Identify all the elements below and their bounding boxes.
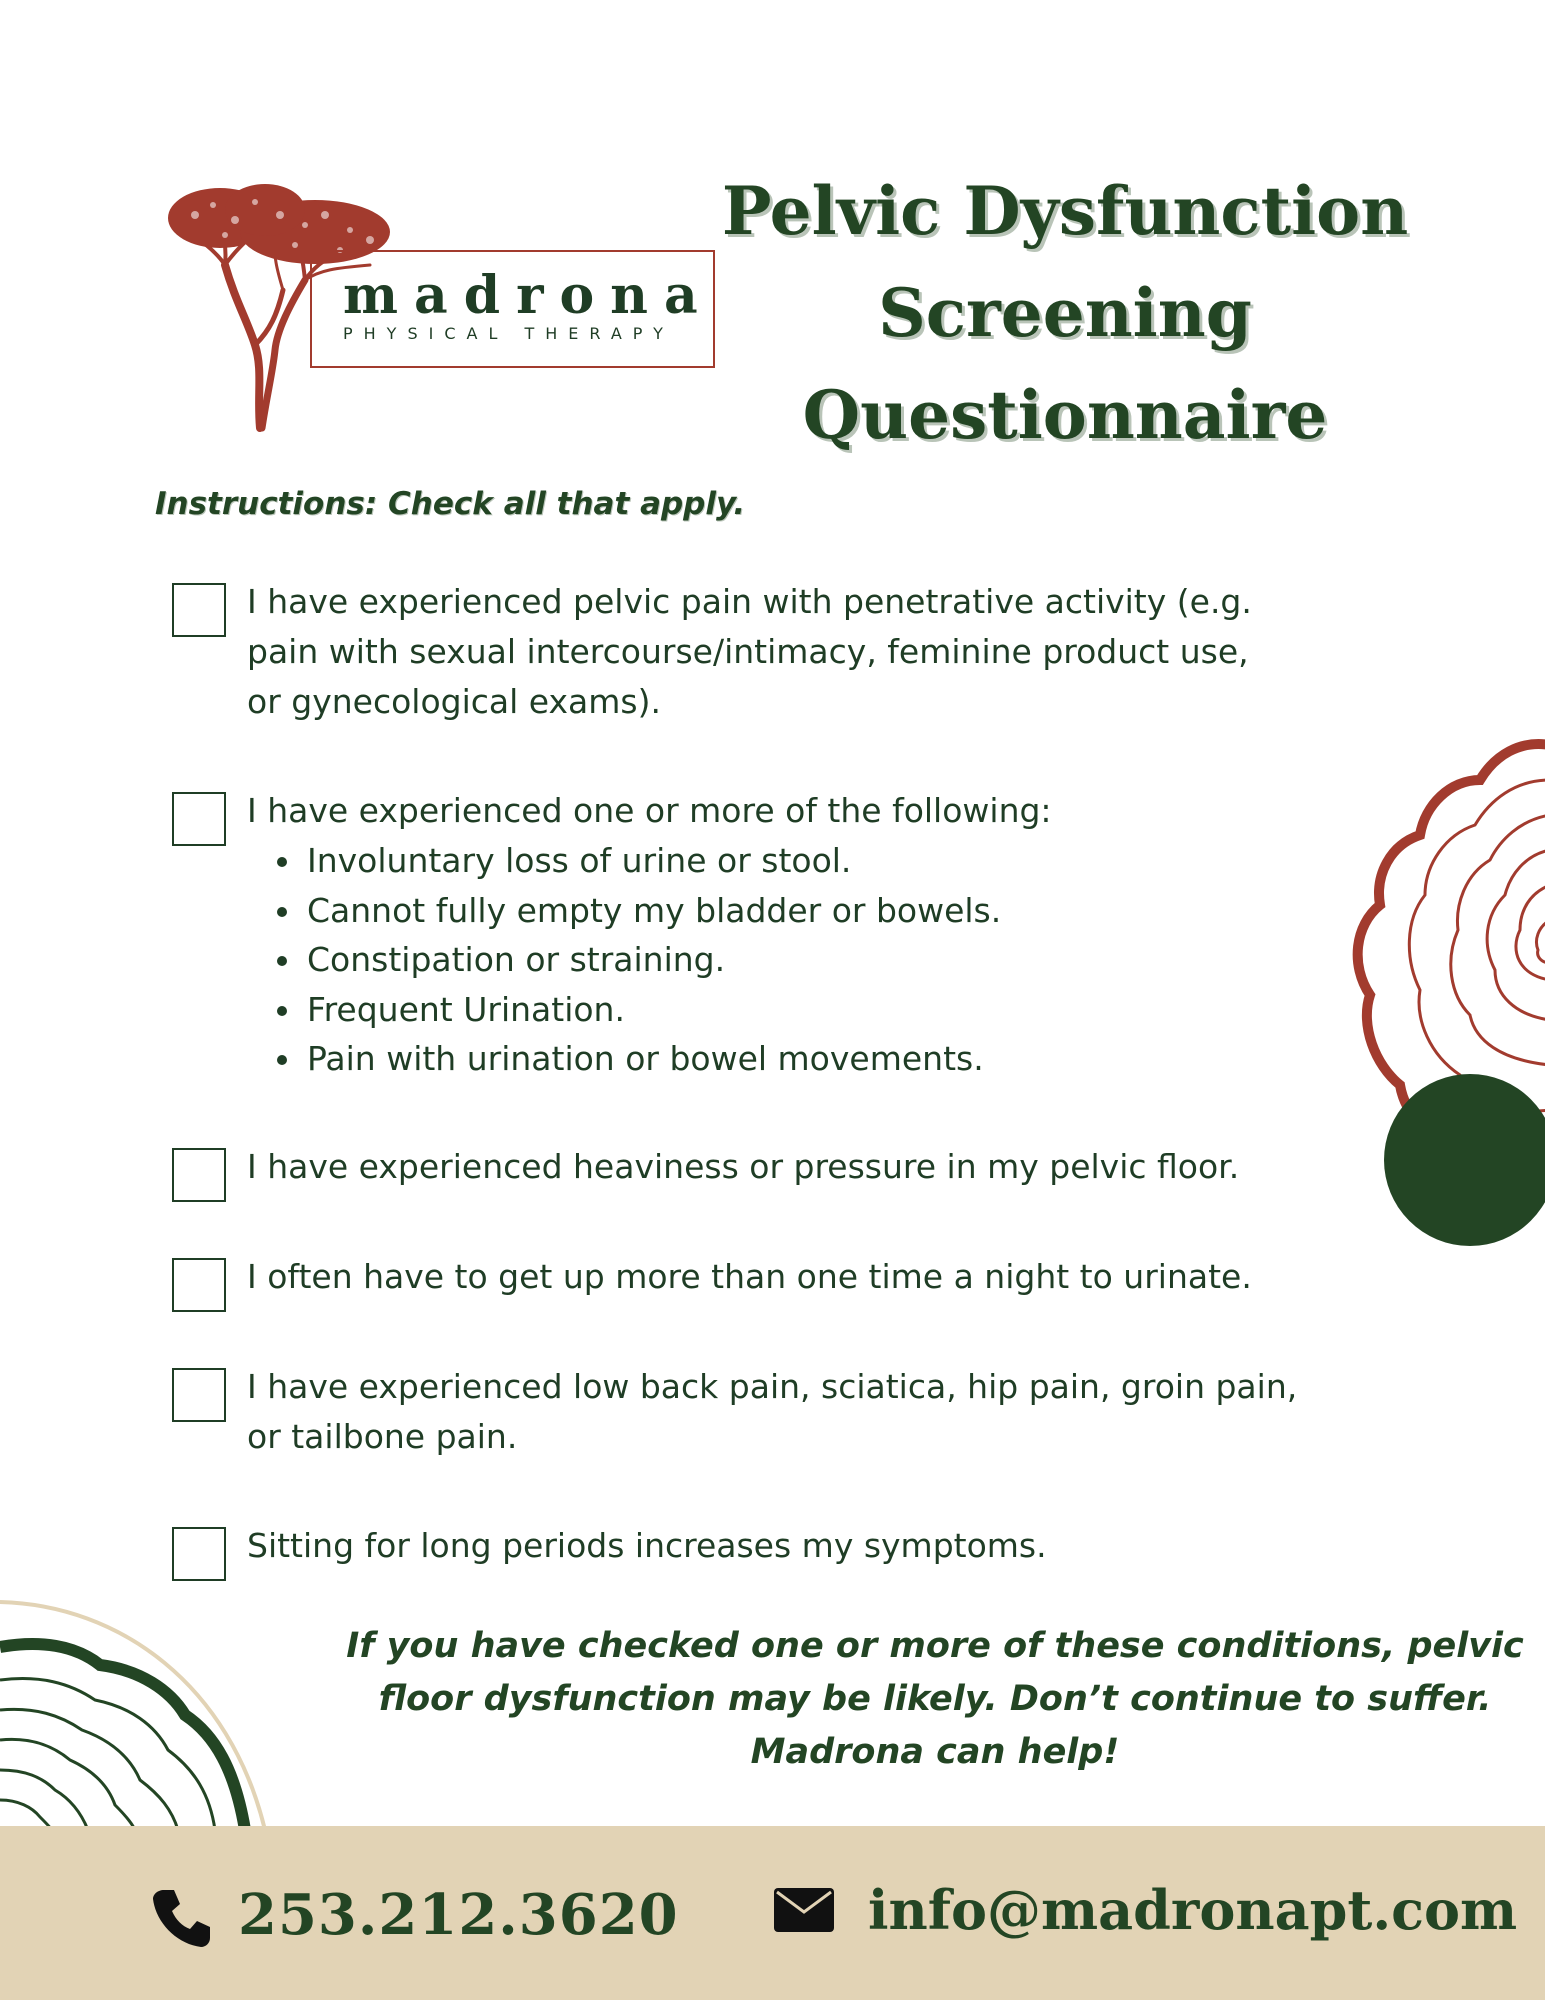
logo-subtitle: PHYSICAL THERAPY <box>343 324 674 343</box>
tree-ring-decoration-left-icon <box>0 1595 280 1830</box>
question-line: I have experienced one or more of the following: <box>247 791 1052 830</box>
title-line-2: Screening <box>878 274 1252 352</box>
question-text <box>247 1362 1377 1462</box>
phone-icon[interactable] <box>150 1886 214 1950</box>
checkbox[interactable] <box>172 792 226 846</box>
question-line: pain with sexual intercourse/intimacy, feminine product use, <box>247 632 1249 671</box>
email-address[interactable]: info@madronapt.com <box>868 1878 1518 1942</box>
question-text <box>247 577 1377 727</box>
list-item: Frequent Urination. <box>307 985 1377 1035</box>
list-item: Constipation or straining. <box>307 935 1377 985</box>
closing-message <box>320 1620 1545 1779</box>
question-text <box>247 786 1377 1084</box>
checkbox[interactable] <box>172 1368 226 1422</box>
phone-number[interactable]: 253.212.3620 <box>238 1882 679 1948</box>
title-line-3: Questionnaire <box>802 376 1328 454</box>
tree-ring-decoration-icon <box>1320 735 1545 1250</box>
logo-wordmark: madrona <box>343 265 714 326</box>
page-title <box>720 160 1410 466</box>
checkbox[interactable] <box>172 1258 226 1312</box>
question-line: or tailbone pain. <box>247 1417 518 1456</box>
checkbox[interactable] <box>172 1527 226 1581</box>
checkbox[interactable] <box>172 583 226 637</box>
instructions: Instructions: Check all that apply. <box>155 486 746 522</box>
question-text: I have experienced heaviness or pressure in my pelvic floor. <box>247 1147 1240 1186</box>
madrona-logo <box>165 170 725 435</box>
question-line: I have experienced low back pain, sciatica, hip pain, groin pain, <box>247 1367 1298 1406</box>
closing-line: floor dysfunction may be likely. Don’t continue to suffer. <box>378 1679 1492 1719</box>
closing-line: If you have checked one or more of these conditions, pelvic <box>346 1626 1524 1666</box>
question-line: or gynecological exams). <box>247 682 661 721</box>
list-item: Cannot fully empty my bladder or bowels. <box>307 886 1377 936</box>
contact-footer <box>0 1826 1545 2000</box>
envelope-icon[interactable] <box>774 1888 834 1932</box>
title-line-1: Pelvic Dysfunction <box>721 172 1409 250</box>
list-item: Involuntary loss of urine or stool. <box>307 836 1377 886</box>
symptom-list <box>247 836 1377 1084</box>
checkbox[interactable] <box>172 1148 226 1202</box>
question-line: I have experienced pelvic pain with penetrative activity (e.g. <box>247 582 1252 621</box>
question-text: I often have to get up more than one time a night to urinate. <box>247 1257 1252 1296</box>
list-item: Pain with urination or bowel movements. <box>307 1034 1377 1084</box>
closing-line: Madrona can help! <box>750 1732 1120 1772</box>
question-text: Sitting for long periods increases my symptoms. <box>247 1526 1047 1565</box>
